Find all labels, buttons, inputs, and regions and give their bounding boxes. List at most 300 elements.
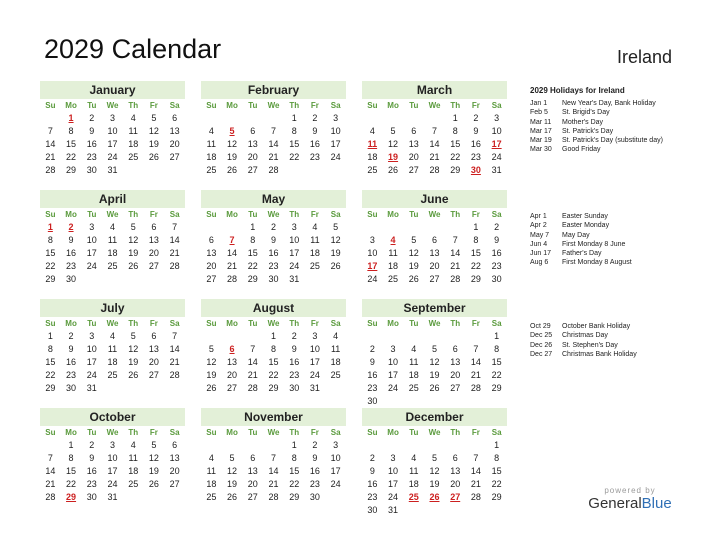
day-cell: 27 <box>206 274 217 284</box>
holiday-row <box>530 249 632 258</box>
day-cell: 6 <box>250 453 256 463</box>
day-cell: 10 <box>289 235 300 245</box>
day-cell: 28 <box>247 383 258 393</box>
weekday-label: Mo <box>65 101 77 110</box>
day-cell: 15 <box>470 248 481 258</box>
day-cell: 7 <box>473 344 479 354</box>
month-march <box>362 81 507 177</box>
day-cell: 17 <box>330 466 341 476</box>
day-cell: 10 <box>491 126 502 136</box>
day-cell: 17 <box>388 370 399 380</box>
month-header: March <box>362 81 507 99</box>
weekday-label: Th <box>128 428 139 437</box>
day-cell: 27 <box>450 492 461 502</box>
weekday-label: Fr <box>149 319 158 328</box>
day-cell: 16 <box>66 248 77 258</box>
weekday-label: Th <box>289 210 300 219</box>
day-cell: 19 <box>148 466 159 476</box>
holiday-date: Dec 26 <box>530 341 553 349</box>
day-cell: 26 <box>128 261 139 271</box>
month-header: January <box>40 81 185 99</box>
day-cell: 20 <box>169 466 180 476</box>
month-july <box>40 299 185 395</box>
month-may <box>201 190 346 286</box>
day-cell: 12 <box>128 235 139 245</box>
day-cell: 18 <box>107 248 118 258</box>
day-cell: 3 <box>109 113 115 123</box>
day-cell: 23 <box>470 152 481 162</box>
day-cell: 4 <box>411 344 417 354</box>
weekday-label: Mo <box>387 101 399 110</box>
day-cell: 4 <box>109 222 115 232</box>
weekday-label: Tu <box>87 210 97 219</box>
day-cell: 24 <box>107 152 118 162</box>
brand-blue: Blue <box>641 495 672 512</box>
day-cell: 14 <box>450 248 461 258</box>
day-cell: 4 <box>130 440 136 450</box>
day-cell: 14 <box>247 357 258 367</box>
day-cell: 2 <box>68 222 74 232</box>
day-cell: 27 <box>148 370 159 380</box>
weekday-label: Su <box>45 210 56 219</box>
holiday-name: Easter Monday <box>562 222 610 230</box>
weekday-label: Tu <box>409 101 419 110</box>
day-cell: 24 <box>86 261 97 271</box>
day-cell <box>242 330 263 343</box>
day-cell: 12 <box>227 466 238 476</box>
day-cell: 13 <box>206 248 217 258</box>
day-cell: 18 <box>309 248 320 258</box>
day-cell: 12 <box>408 248 419 258</box>
weekday-label: Mo <box>65 210 77 219</box>
month-header: February <box>201 81 346 99</box>
day-cell: 15 <box>45 248 56 258</box>
day-cell: 13 <box>169 453 180 463</box>
day-cell: 20 <box>148 248 159 258</box>
day-cell: 16 <box>289 357 300 367</box>
holiday-name: Easter Sunday <box>562 213 608 220</box>
day-cell: 29 <box>66 492 77 502</box>
day-cell <box>201 439 222 452</box>
day-cell <box>201 112 222 125</box>
holiday-name: Christmas Day <box>562 332 608 340</box>
day-cell: 28 <box>45 165 56 175</box>
month-april <box>40 190 185 286</box>
month-header: December <box>362 408 507 426</box>
weekday-label: We <box>267 210 280 219</box>
day-cell: 18 <box>408 479 419 489</box>
day-cell: 13 <box>148 344 159 354</box>
day-cell: 15 <box>289 466 300 476</box>
day-cell: 2 <box>89 440 95 450</box>
day-cell: 3 <box>333 113 339 123</box>
day-cell: 8 <box>473 235 479 245</box>
day-cell: 10 <box>107 126 118 136</box>
holiday-date: Apr 2 <box>530 222 547 230</box>
month-header: September <box>362 299 507 317</box>
day-cell: 12 <box>206 357 217 367</box>
weekday-label: Th <box>450 319 461 328</box>
day-cell <box>362 221 383 234</box>
weekday-label: Sa <box>330 101 341 110</box>
day-cell: 3 <box>89 222 95 232</box>
day-cell: 26 <box>429 492 440 502</box>
powered-by-text: powered by <box>604 486 656 495</box>
day-cell <box>403 221 424 234</box>
day-cell: 25 <box>206 165 217 175</box>
day-cell: 6 <box>452 344 458 354</box>
month-header: August <box>201 299 346 317</box>
holiday-row <box>530 240 632 249</box>
month-header: July <box>40 299 185 317</box>
day-cell: 28 <box>268 165 279 175</box>
day-cell: 3 <box>390 344 396 354</box>
weekday-label: Th <box>450 428 461 437</box>
day-cell: 9 <box>68 344 74 354</box>
day-cell: 25 <box>330 370 341 380</box>
day-cell: 6 <box>151 222 157 232</box>
day-cell: 4 <box>208 453 214 463</box>
day-cell: 23 <box>66 261 77 271</box>
month-grid <box>201 99 346 177</box>
day-cell: 21 <box>268 479 279 489</box>
day-cell: 8 <box>291 453 297 463</box>
month-december <box>362 408 507 517</box>
weekday-label: We <box>428 428 441 437</box>
day-cell: 8 <box>47 344 53 354</box>
holiday-name: St. Patrick's Day <box>562 127 614 135</box>
day-cell: 24 <box>388 492 399 502</box>
day-cell: 18 <box>330 357 341 367</box>
day-cell: 31 <box>107 165 118 175</box>
day-cell <box>325 273 346 286</box>
day-cell: 2 <box>312 113 318 123</box>
day-cell: 9 <box>270 235 276 245</box>
day-cell: 28 <box>227 274 238 284</box>
holiday-row <box>530 136 663 145</box>
day-cell: 25 <box>388 274 399 284</box>
day-cell: 11 <box>206 466 217 476</box>
day-cell: 20 <box>148 357 159 367</box>
weekday-label: Fr <box>149 428 158 437</box>
month-header: April <box>40 190 185 208</box>
day-cell: 27 <box>408 165 419 175</box>
day-cell <box>263 439 284 452</box>
weekday-label: Su <box>367 319 378 328</box>
day-cell: 26 <box>128 370 139 380</box>
day-cell: 5 <box>208 344 214 354</box>
day-cell: 29 <box>491 383 502 393</box>
day-cell: 1 <box>494 440 500 450</box>
holiday-row <box>530 118 663 127</box>
holiday-date: Jan 1 <box>530 100 548 107</box>
day-cell <box>403 504 424 517</box>
month-grid <box>201 317 346 395</box>
day-cell: 20 <box>429 261 440 271</box>
day-cell: 31 <box>86 383 97 393</box>
holiday-name: St. Brigid's Day <box>562 109 610 117</box>
day-cell: 23 <box>86 152 97 162</box>
day-cell: 30 <box>367 396 378 406</box>
day-cell: 5 <box>229 126 235 136</box>
weekday-label: Sa <box>330 428 341 437</box>
day-cell: 10 <box>330 453 341 463</box>
holiday-row <box>530 221 632 230</box>
day-cell: 11 <box>330 344 341 354</box>
day-cell: 26 <box>388 165 399 175</box>
day-cell: 11 <box>409 466 419 476</box>
weekday-label: Su <box>206 428 217 437</box>
day-cell: 28 <box>429 165 440 175</box>
holidays-title: 2029 Holidays for Ireland <box>530 86 625 95</box>
day-cell: 18 <box>128 139 139 149</box>
day-cell: 5 <box>390 126 396 136</box>
day-cell: 12 <box>148 126 159 136</box>
day-cell: 18 <box>408 370 419 380</box>
day-cell: 11 <box>367 139 378 149</box>
day-cell <box>383 439 404 452</box>
day-cell: 13 <box>148 235 159 245</box>
day-cell: 12 <box>148 453 159 463</box>
day-cell: 25 <box>367 165 378 175</box>
day-cell <box>123 273 144 286</box>
holiday-date: Mar 11 <box>530 118 552 126</box>
month-header: June <box>362 190 507 208</box>
weekday-label: Tu <box>409 319 419 328</box>
day-cell: 11 <box>206 139 217 149</box>
day-cell <box>284 164 305 177</box>
weekday-label: Mo <box>226 319 238 328</box>
month-grid <box>362 208 507 286</box>
day-cell: 20 <box>227 370 238 380</box>
weekday-label: We <box>428 319 441 328</box>
day-cell: 14 <box>429 139 440 149</box>
day-cell <box>362 330 383 343</box>
day-cell: 14 <box>227 248 238 258</box>
day-cell: 16 <box>367 370 378 380</box>
weekday-label: Tu <box>248 210 258 219</box>
holiday-row <box>530 127 663 136</box>
holiday-name: First Monday 8 August <box>562 259 632 267</box>
day-cell: 23 <box>268 261 279 271</box>
day-cell: 25 <box>128 152 139 162</box>
holiday-date: Mar 17 <box>530 127 552 135</box>
day-cell: 14 <box>169 344 180 354</box>
day-cell: 23 <box>66 370 77 380</box>
day-cell: 29 <box>450 165 461 175</box>
day-cell: 15 <box>491 466 502 476</box>
day-cell: 5 <box>130 331 136 341</box>
day-cell: 22 <box>268 370 279 380</box>
day-cell: 17 <box>330 139 341 149</box>
day-cell: 9 <box>369 466 375 476</box>
day-cell: 4 <box>312 222 318 232</box>
day-cell <box>40 112 61 125</box>
weekday-label: Mo <box>65 428 77 437</box>
day-cell: 1 <box>494 331 500 341</box>
day-cell <box>123 164 144 177</box>
day-cell: 10 <box>107 453 118 463</box>
day-cell: 7 <box>47 126 53 136</box>
day-cell: 25 <box>408 383 419 393</box>
day-cell: 18 <box>128 466 139 476</box>
day-cell: 9 <box>369 357 375 367</box>
holiday-group <box>530 322 637 359</box>
holiday-date: Mar 30 <box>530 146 552 154</box>
day-cell: 25 <box>206 492 217 502</box>
day-cell: 21 <box>169 357 180 367</box>
weekday-label: Th <box>128 319 139 328</box>
holiday-name: St. Stephen's Day <box>562 341 618 349</box>
day-cell: 25 <box>107 261 118 271</box>
day-cell <box>403 439 424 452</box>
day-cell <box>445 221 466 234</box>
holiday-group <box>530 86 663 155</box>
day-cell <box>144 382 165 395</box>
day-cell: 11 <box>128 453 138 463</box>
holiday-name: First Monday 8 June <box>562 240 626 248</box>
day-cell <box>164 164 185 177</box>
day-cell: 17 <box>107 139 118 149</box>
day-cell <box>424 112 445 125</box>
day-cell: 6 <box>250 126 256 136</box>
weekday-label: Mo <box>226 210 238 219</box>
day-cell: 15 <box>66 139 77 149</box>
day-cell <box>466 504 487 517</box>
day-cell: 7 <box>172 331 178 341</box>
day-cell <box>486 395 507 408</box>
day-cell: 1 <box>68 113 74 123</box>
day-cell <box>305 273 326 286</box>
day-cell: 10 <box>309 344 320 354</box>
day-cell: 11 <box>107 235 118 245</box>
day-cell: 30 <box>66 274 77 284</box>
day-cell: 16 <box>86 139 97 149</box>
day-cell: 28 <box>169 370 180 380</box>
day-cell: 26 <box>429 383 440 393</box>
weekday-label: Fr <box>310 428 319 437</box>
weekday-label: Tu <box>248 428 258 437</box>
day-cell: 16 <box>309 139 320 149</box>
day-cell: 8 <box>494 344 500 354</box>
holiday-name: Good Friday <box>562 146 601 154</box>
weekday-label: Mo <box>65 319 77 328</box>
holiday-name: Christmas Bank Holiday <box>562 350 637 358</box>
day-cell: 24 <box>86 370 97 380</box>
day-cell: 27 <box>247 492 258 502</box>
weekday-label: Tu <box>248 319 258 328</box>
day-cell: 15 <box>66 466 77 476</box>
day-cell: 30 <box>86 165 97 175</box>
day-cell: 16 <box>309 466 320 476</box>
day-cell: 29 <box>66 165 77 175</box>
weekday-label: Fr <box>310 210 319 219</box>
day-cell: 23 <box>309 479 320 489</box>
weekday-label: Tu <box>248 101 258 110</box>
day-cell: 27 <box>169 152 180 162</box>
month-grid <box>40 99 185 177</box>
month-august <box>201 299 346 395</box>
day-cell: 14 <box>268 466 279 476</box>
day-cell: 24 <box>309 370 320 380</box>
day-cell <box>201 221 222 234</box>
day-cell: 9 <box>89 453 95 463</box>
day-cell: 21 <box>227 261 238 271</box>
day-cell <box>325 164 346 177</box>
day-cell <box>445 330 466 343</box>
day-cell: 21 <box>45 479 56 489</box>
day-cell <box>383 330 404 343</box>
day-cell: 15 <box>491 357 502 367</box>
day-cell: 14 <box>268 139 279 149</box>
day-cell: 21 <box>470 479 481 489</box>
day-cell <box>445 439 466 452</box>
weekday-label: Th <box>450 210 461 219</box>
holiday-row <box>530 99 663 108</box>
day-cell: 5 <box>431 344 437 354</box>
day-cell: 28 <box>45 492 56 502</box>
weekday-label: We <box>267 319 280 328</box>
day-cell: 21 <box>247 370 258 380</box>
day-cell: 4 <box>369 126 375 136</box>
day-cell: 7 <box>47 453 53 463</box>
weekday-label: Su <box>45 101 56 110</box>
day-cell: 28 <box>450 274 461 284</box>
day-cell: 26 <box>330 261 341 271</box>
day-cell: 20 <box>450 479 461 489</box>
day-cell: 30 <box>289 383 300 393</box>
weekday-label: Sa <box>491 210 502 219</box>
day-cell: 2 <box>494 222 500 232</box>
day-cell: 14 <box>45 466 56 476</box>
day-cell: 8 <box>68 453 74 463</box>
day-cell <box>40 439 61 452</box>
day-cell: 17 <box>289 248 300 258</box>
day-cell: 19 <box>429 479 440 489</box>
day-cell: 22 <box>470 261 481 271</box>
day-cell: 2 <box>369 344 375 354</box>
day-cell: 21 <box>169 248 180 258</box>
day-cell: 27 <box>429 274 440 284</box>
day-cell: 10 <box>367 248 378 258</box>
day-cell: 7 <box>452 235 458 245</box>
day-cell: 1 <box>47 222 53 232</box>
holiday-date: Dec 27 <box>530 350 553 358</box>
weekday-label: Mo <box>387 428 399 437</box>
day-cell: 29 <box>247 274 258 284</box>
day-cell <box>486 504 507 517</box>
day-cell <box>445 395 466 408</box>
day-cell: 11 <box>388 248 398 258</box>
day-cell: 23 <box>86 479 97 489</box>
day-cell: 15 <box>289 139 300 149</box>
day-cell: 11 <box>409 357 419 367</box>
day-cell: 10 <box>388 466 399 476</box>
day-cell: 21 <box>470 370 481 380</box>
day-cell: 29 <box>470 274 481 284</box>
month-october <box>40 408 185 504</box>
day-cell: 9 <box>494 235 500 245</box>
day-cell <box>144 491 165 504</box>
day-cell: 19 <box>408 261 419 271</box>
day-cell: 10 <box>330 126 341 136</box>
day-cell <box>263 112 284 125</box>
day-cell: 19 <box>206 370 217 380</box>
month-grid <box>201 426 346 504</box>
day-cell: 15 <box>450 139 461 149</box>
weekday-label: Su <box>367 210 378 219</box>
day-cell: 22 <box>45 261 56 271</box>
